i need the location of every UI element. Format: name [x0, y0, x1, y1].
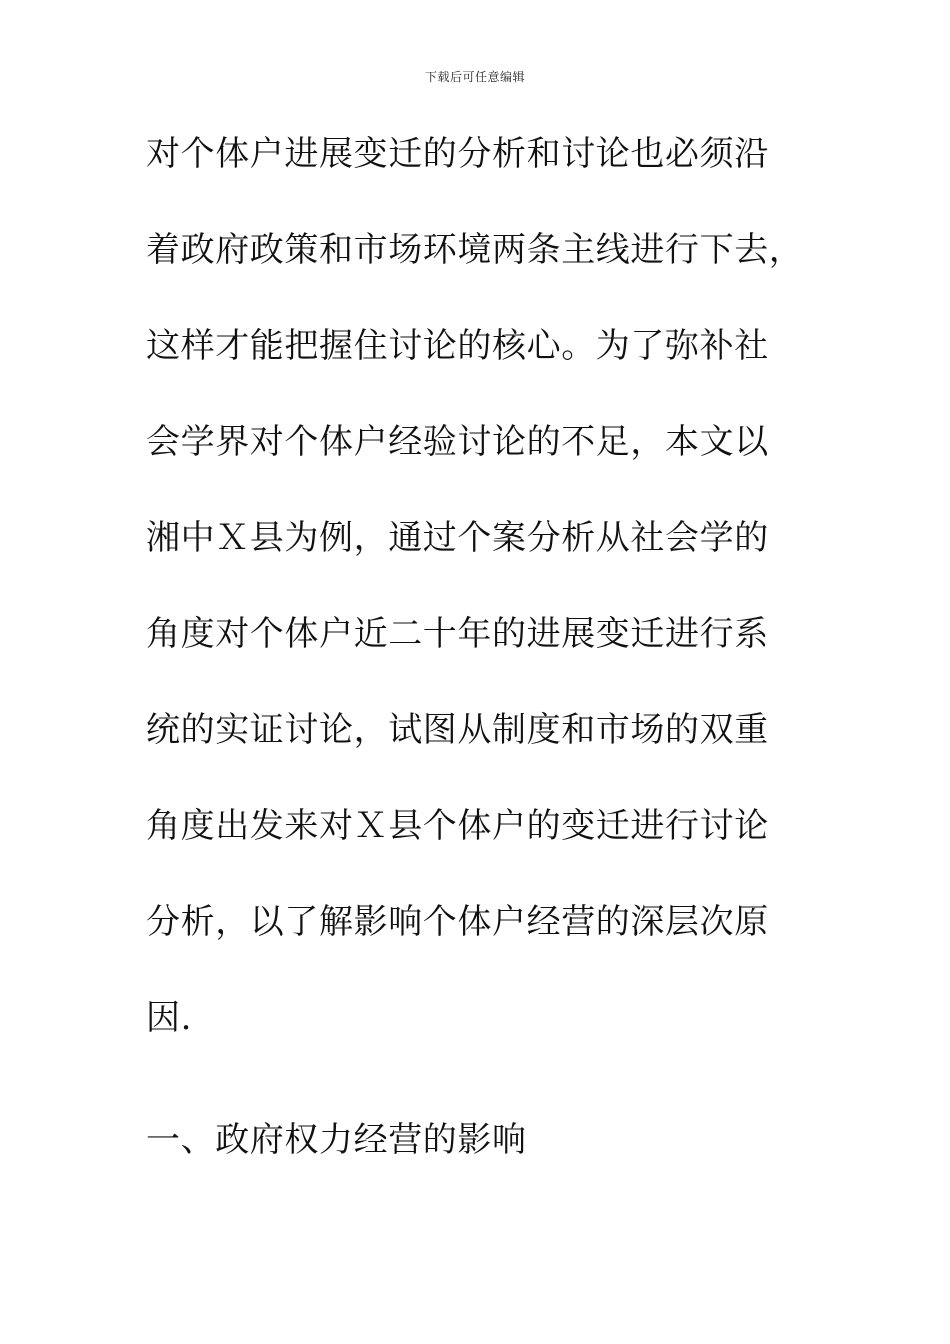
paragraph-line: 分析，以了解影响个体户经营的深层次原: [146, 902, 769, 942]
paragraph-line: 统的实证讨论，试图从制度和市场的双重: [146, 710, 769, 750]
paragraph-line: 对个体户进展变迁的分析和讨论也必须沿: [146, 134, 769, 174]
paragraph-line: 角度对个体户近二十年的进展变迁进行系: [146, 614, 769, 654]
section-heading: 一、政府权力经营的影响: [146, 1120, 527, 1160]
page-header-note: 下载后可任意编辑: [424, 70, 525, 84]
paragraph-line: 着政府政策和市场环境两条主线进行下去，: [146, 230, 804, 270]
paragraph-line: 角度出发来对Ｘ县个体户的变迁进行讨论: [146, 806, 769, 846]
paragraph-line: 因.: [146, 998, 193, 1038]
paragraph-line: 这样才能把握住讨论的核心。为了弥补社: [146, 326, 769, 366]
paragraph-line: 会学界对个体户经验讨论的不足，本文以: [146, 422, 769, 462]
body-paragraph: [146, 124, 804, 1084]
paragraph-line: 湘中Ｘ县为例，通过个案分析从社会学的: [146, 518, 769, 558]
